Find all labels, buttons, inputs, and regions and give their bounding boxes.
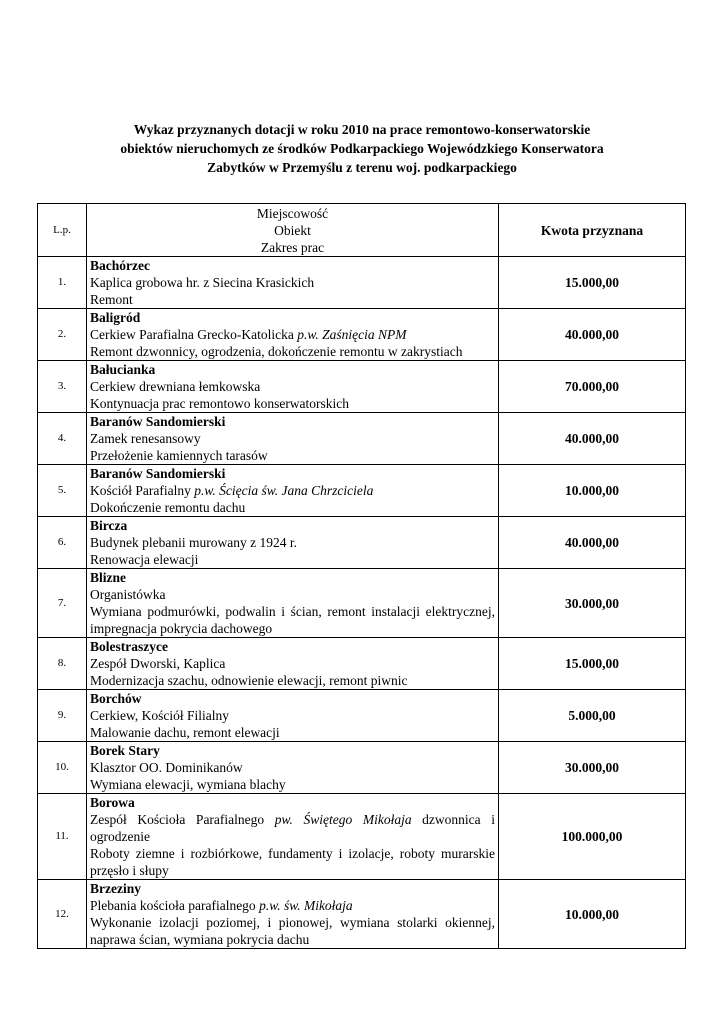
row-object: Cerkiew, Kościół Filialny [90, 708, 229, 723]
row-description [87, 465, 499, 517]
row-place: Borchów [90, 691, 142, 706]
row-description [87, 257, 499, 309]
title-line-1: Wykaz przyznanych dotacji w roku 2010 na prace remontowo-konserwatorskie [133, 122, 591, 137]
row-place: Bircza [90, 518, 128, 533]
row-amount: 10.000,00 [499, 465, 686, 517]
row-object-text: Cerkiew Parafialna Grecko-Katolicka [90, 327, 298, 342]
table-row [38, 880, 686, 949]
row-object: Cerkiew drewniana łemkowska [90, 379, 261, 394]
row-description [87, 569, 499, 638]
row-scope: Wymiana podmurówki, podwalin i ścian, remont instalacji elektrycznej, impregnacja pokrycia dachowego [90, 604, 495, 636]
row-description [87, 413, 499, 465]
row-place: Bolestraszyce [90, 639, 168, 654]
row-amount: 30.000,00 [499, 569, 686, 638]
row-description [87, 309, 499, 361]
row-amount: 15.000,00 [499, 638, 686, 690]
row-amount: 40.000,00 [499, 413, 686, 465]
row-amount: 5.000,00 [499, 690, 686, 742]
document-title [60, 120, 664, 177]
row-place: Baranów Sandomierski [90, 466, 226, 481]
row-description [87, 361, 499, 413]
header-place: Miejscowość [256, 205, 329, 221]
row-object: Budynek plebanii murowany z 1924 r. [90, 535, 297, 550]
row-description [87, 517, 499, 569]
header-amount: Kwota przyznana [499, 204, 686, 257]
header-description [87, 204, 499, 257]
row-object [90, 482, 495, 499]
row-place: Baligród [90, 310, 141, 325]
row-description [87, 742, 499, 794]
row-lp: 12. [38, 880, 87, 949]
row-object-dedication: p.w. św. Mikołaja [259, 898, 353, 913]
row-object-suffix: dzwonnica i ogrodzenie [90, 812, 496, 844]
row-object-text: Kościół Parafialny [90, 483, 195, 498]
row-description [87, 690, 499, 742]
row-object [90, 897, 495, 914]
row-object: Zamek renesansowy [90, 431, 201, 446]
row-description [87, 880, 499, 949]
row-lp: 7. [38, 569, 87, 638]
table-row [38, 517, 686, 569]
row-lp: 3. [38, 361, 87, 413]
row-scope: Przełożenie kamiennych tarasów [90, 448, 268, 463]
table-row [38, 794, 686, 880]
row-amount: 30.000,00 [499, 742, 686, 794]
row-lp: 8. [38, 638, 87, 690]
row-description [87, 638, 499, 690]
table-row [38, 742, 686, 794]
row-object: Zespół Dworski, Kaplica [90, 656, 226, 671]
title-line-2: obiektów nieruchomych ze środków Podkarpackiego Wojewódzkiego Konserwatora [120, 141, 604, 156]
row-lp: 5. [38, 465, 87, 517]
row-object-text: Plebania kościoła parafialnego [90, 898, 260, 913]
header-scope: Zakres prac [260, 239, 325, 255]
row-scope: Roboty ziemne i rozbiórkowe, fundamenty i izolacje, roboty murarskie przęsło i słupy [90, 846, 495, 878]
row-scope: Renowacja elewacji [90, 552, 199, 567]
row-description [87, 794, 499, 880]
title-line-3: Zabytków w Przemyślu z terenu woj. podkarpackiego [207, 160, 517, 175]
table-row [38, 413, 686, 465]
row-amount: 40.000,00 [499, 517, 686, 569]
row-scope: Remont dzwonnicy, ogrodzenia, dokończenie remontu w zakrystiach [90, 344, 463, 359]
row-scope: Kontynuacja prac remontowo konserwatorskich [90, 396, 350, 411]
row-scope: Modernizacja szachu, odnowienie elewacji, remont piwnic [90, 673, 408, 688]
row-place: Bałucianka [90, 362, 156, 377]
row-lp: 1. [38, 257, 87, 309]
row-object [90, 326, 495, 343]
row-lp: 6. [38, 517, 87, 569]
row-object: Klasztor OO. Dominikanów [90, 760, 243, 775]
row-object-dedication: p.w. Zaśnięcia NPM [297, 327, 407, 342]
row-object [90, 811, 495, 845]
row-amount: 15.000,00 [499, 257, 686, 309]
row-scope: Wykonanie izolacji poziomej, i pionowej, wymiana stolarki okiennej, naprawa ścian, wymiana pokrycia dachu [90, 915, 495, 947]
table-row [38, 638, 686, 690]
row-scope: Malowanie dachu, remont elewacji [90, 725, 280, 740]
row-place: Baranów Sandomierski [90, 414, 226, 429]
table-row [38, 465, 686, 517]
row-scope: Dokończenie remontu dachu [90, 500, 246, 515]
row-place: Brzeziny [90, 881, 141, 896]
row-object-dedication: p.w. Ścięcia św. Jana Chrzciciela [194, 483, 374, 498]
row-lp: 2. [38, 309, 87, 361]
row-scope: Remont [90, 292, 133, 307]
header-lp: L.p. [38, 204, 87, 257]
row-amount: 10.000,00 [499, 880, 686, 949]
row-amount: 40.000,00 [499, 309, 686, 361]
row-lp: 10. [38, 742, 87, 794]
row-lp: 9. [38, 690, 87, 742]
row-amount: 70.000,00 [499, 361, 686, 413]
row-lp: 4. [38, 413, 87, 465]
row-object: Organistówka [90, 587, 166, 602]
header-row [38, 204, 686, 257]
row-scope: Wymiana elewacji, wymiana blachy [90, 777, 286, 792]
row-object-text: Zespół Kościoła Parafialnego [90, 812, 275, 827]
header-object: Obiekt [274, 222, 311, 238]
table-row [38, 257, 686, 309]
table-row [38, 309, 686, 361]
table-row [38, 569, 686, 638]
row-place: Borowa [90, 795, 135, 810]
row-place: Borek Stary [90, 743, 160, 758]
grants-table [37, 203, 686, 949]
row-object: Kaplica grobowa hr. z Siecina Krasickich [90, 275, 315, 290]
row-place: Blizne [90, 570, 126, 585]
row-object-dedication: pw. Świętego Mikołaja [274, 812, 412, 827]
table-row [38, 361, 686, 413]
row-amount: 100.000,00 [499, 794, 686, 880]
table-row [38, 690, 686, 742]
row-lp: 11. [38, 794, 87, 880]
row-place: Bachórzec [90, 258, 150, 273]
